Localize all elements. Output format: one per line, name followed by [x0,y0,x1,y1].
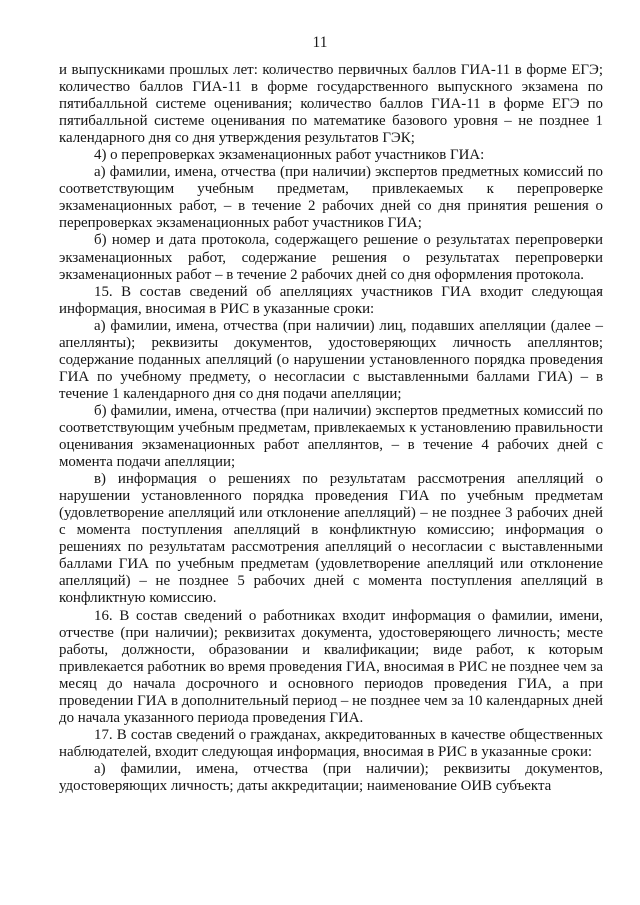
paragraph-item-4: 4) о перепроверках экзаменационных работ участников ГИА: [94,147,485,164]
paragraph-section-15v: в) информация о решениях по результатам рассмотрения апелляций о нарушении установленного порядка проведения ГИА по учебным предметам (удовлетворение апелляций или отклонение апелляций) – не позднее 3 рабочих дней с момента поступления апелляций в конфликтную комиссию; информация о решениях по результатам рассмотрения апелляций о несогласии с выставленными баллами ГИА по учебным предметам (удовлетворение апелляций или отклонение апелляций) – не позднее 5 рабочих дней с момента поступления апелляций в конфликтную комиссию. [59,471,603,607]
paragraph-section-17: 17. В состав сведений о гражданах, аккредитованных в качестве общественных наблюдателей, входит следующая информация, вносимая в РИС в указанные сроки: [59,726,603,760]
document-body [59,62,603,795]
paragraph-item-4b: б) номер и дата протокола, содержащего решение о результатах перепроверки экзаменационных работ, содержание решения о результатах перепроверки экзаменационных работ – в течение 2 рабочих дней со дня оформления протокола. [59,232,603,283]
paragraph-section-16: 16. В состав сведений о работниках входит информация о фамилии, имени, отчестве (при наличии); реквизитах документа, удостоверяющего личность; месте работы, должности, образовании и квалификации; виде работ, к которым привлекается работник во время проведения ГИА, вносимая в РИС не позднее чем за месяц до начала досрочного и основного периодов проведения ГИА, а при проведении ГИА в дополнительный период – не позднее чем за 10 календарных дней до начала указанного периода проведения ГИА. [59,607,603,726]
paragraph-continuation: и выпускниками прошлых лет: количество первичных баллов ГИА-11 в форме ЕГЭ; количество баллов ГИА-11 в форме государственного выпускного экзамена по пятибалльной системе оценивания; количество баллов ГИА-11 в форме ЕГЭ по пятибалльной системе оценивания по математике базового уровня – не позднее 1 календарного дня со дня утверждения результатов ГЭК; [59,62,603,147]
paragraph-item-4a: а) фамилии, имена, отчества (при наличии) экспертов предметных комиссий по соответствующим учебным предметам, привлекаемых к перепроверке экзаменационных работ, – в течение 2 рабочих дней со дня принятия решения о перепроверках экзаменационных работ участников ГИА; [59,164,603,232]
paragraph-section-15: 15. В состав сведений об апелляциях участников ГИА входит следующая информация, вносимая в РИС в указанные сроки: [59,283,603,317]
page-number: 11 [312,34,328,51]
paragraph-section-15b: б) фамилии, имена, отчества (при наличии) экспертов предметных комиссий по соответствующим учебным предметам, привлекаемых к установлению правильности оценивания экзаменационных работ апеллянтов, – в течение 4 рабочих дней с момента подачи апелляции; [59,402,603,471]
paragraph-section-15a: а) фамилии, имена, отчества (при наличии) лиц, подавших апелляции (далее – апеллянты); реквизиты документов, удостоверяющих личность апеллянтов; содержание поданных апелляций (о нарушении установленного порядка проведения ГИА по учебному предмету, о несогласии с выставленными баллами ГИА) – в течение 1 календарного дня со дня подачи апелляции; [59,317,603,402]
paragraph-section-17a: а) фамилии, имена, отчества (при наличии); реквизиты документов, удостоверяющих личность; даты аккредитации; наименование ОИВ субъекта [59,760,603,794]
